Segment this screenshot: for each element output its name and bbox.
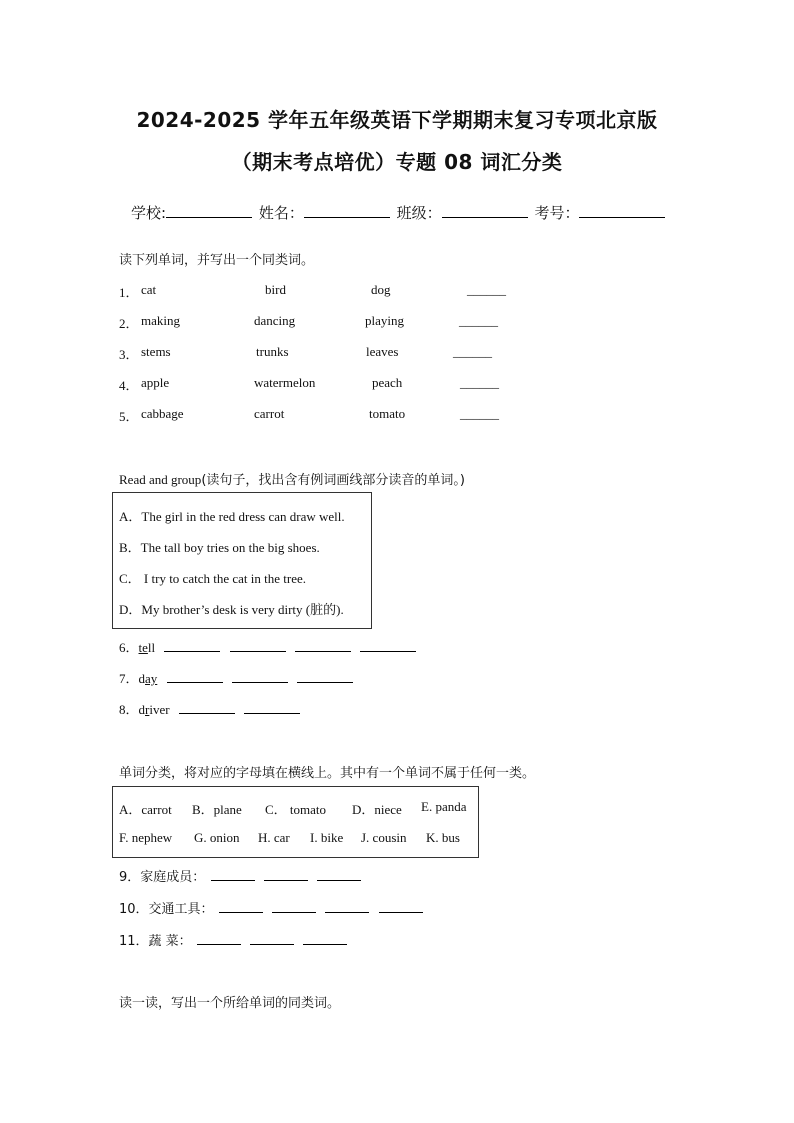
s1-q1-answer-blank[interactable]: ______	[467, 282, 506, 297]
word-bank-j: J. cousin	[361, 830, 407, 845]
s2-q6	[119, 637, 416, 656]
q8-blank-1[interactable]	[179, 701, 235, 714]
q10-label: 10．交通工具：	[119, 902, 214, 917]
exam-number-label: 考号：	[534, 204, 580, 222]
student-info-row	[131, 202, 667, 223]
s2-q8	[119, 699, 300, 718]
word-bank-f: F. nephew	[119, 830, 173, 845]
q8-blank-2[interactable]	[244, 701, 300, 714]
sentence-d: D．My brother’s desk is very dirty (脏的).	[119, 602, 344, 617]
q6-blank-2[interactable]	[230, 639, 286, 652]
exam-number-field[interactable]	[579, 202, 665, 218]
s1-q1-word2: bird	[265, 282, 286, 297]
q6-word-underlined: te	[138, 640, 148, 655]
name-label: 姓名：	[258, 204, 304, 222]
section4-instruction: 读一读，写出一个所给单词的同类词。	[119, 996, 341, 1011]
class-label: 班级：	[396, 204, 442, 222]
school-field[interactable]	[166, 202, 252, 218]
s1-q2-number: 2．	[119, 316, 139, 331]
s1-q5-number: 5．	[119, 409, 139, 424]
title-line-2: （期末考点培优）专题 08 词汇分类	[231, 150, 563, 174]
s1-q3-word3: leaves	[366, 344, 399, 359]
word-bank-k: K. bus	[426, 830, 460, 845]
word-bank-e: E. panda	[421, 799, 467, 814]
s3-q10	[119, 898, 423, 917]
s1-q1-word1: cat	[141, 282, 157, 297]
q9-label: 9．家庭成员：	[119, 870, 206, 885]
section2-instruction-cn: (读句子，找出含有例词画线部分读音的单词。)	[201, 473, 465, 488]
s1-q1-word3: dog	[371, 282, 391, 297]
s1-q2-word1: making	[141, 313, 180, 328]
s1-q5-word1: cabbage	[141, 406, 184, 421]
word-bank-b: B．plane	[192, 802, 242, 817]
s1-q3-word1: stems	[141, 344, 171, 359]
q8-word-pre: d	[138, 702, 146, 717]
s1-q3-number: 3．	[119, 347, 139, 362]
school-label: 学校:	[131, 204, 167, 222]
s1-q4-word3: peach	[372, 375, 403, 390]
s1-q5-word2: carrot	[254, 406, 285, 421]
q7-blank-2[interactable]	[232, 670, 288, 683]
s1-q3-word2: trunks	[256, 344, 289, 359]
q10-blank-2[interactable]	[272, 900, 316, 913]
q11-blank-1[interactable]	[197, 932, 241, 945]
sentence-a: A．The girl in the red dress can draw well.	[119, 509, 345, 524]
q6-word-post: ll	[147, 640, 156, 655]
q11-blank-3[interactable]	[303, 932, 347, 945]
s1-q4-word2: watermelon	[254, 375, 316, 390]
q7-word-pre: d	[138, 671, 146, 686]
word-bank-a: A．carrot	[119, 802, 172, 817]
q7-number: 7．	[119, 671, 139, 686]
q8-number: 8．	[119, 702, 139, 717]
title-line-1: 2024-2025 学年五年级英语下学期期末复习专项北京版	[136, 108, 658, 132]
s1-q4-number: 4．	[119, 378, 139, 393]
s3-q9	[119, 866, 361, 885]
section1-instruction: 读下列单词，并写出一个同类词。	[119, 253, 315, 268]
section2-instruction-en: Read and group	[119, 472, 202, 487]
s2-q7	[119, 668, 353, 687]
s1-q4-word1: apple	[141, 375, 170, 390]
q6-blank-4[interactable]	[360, 639, 416, 652]
q6-number: 6．	[119, 640, 139, 655]
q8-word-post: iver	[149, 702, 170, 717]
q6-blank-1[interactable]	[164, 639, 220, 652]
word-bank-i: I. bike	[310, 830, 344, 845]
q8-word-underlined: r	[145, 702, 150, 717]
s1-q2-word3: playing	[365, 313, 404, 328]
q10-blank-3[interactable]	[325, 900, 369, 913]
q9-blank-2[interactable]	[264, 868, 308, 881]
q7-blank-1[interactable]	[167, 670, 223, 683]
q10-blank-4[interactable]	[379, 900, 423, 913]
word-bank-c: C． tomato	[265, 802, 327, 817]
q11-label: 11．蔬 菜：	[119, 934, 192, 949]
q9-blank-1[interactable]	[211, 868, 255, 881]
sentence-b: B．The tall boy tries on the big shoes.	[119, 540, 320, 555]
s1-q2-answer-blank[interactable]: ______	[459, 313, 498, 328]
section2-instruction	[119, 469, 465, 488]
s1-q2-word2: dancing	[254, 313, 296, 328]
word-bank-box	[112, 786, 479, 858]
q6-blank-3[interactable]	[295, 639, 351, 652]
name-field[interactable]	[304, 202, 390, 218]
section3-instruction: 单词分类，将对应的字母填在横线上。其中有一个单词不属于任何一类。	[119, 766, 536, 781]
s1-q5-word3: tomato	[369, 406, 406, 421]
q10-blank-1[interactable]	[219, 900, 263, 913]
q11-blank-2[interactable]	[250, 932, 294, 945]
sentence-c: C． I try to catch the cat in the tree.	[119, 571, 306, 586]
class-field[interactable]	[442, 202, 528, 218]
s1-q1-number: 1．	[119, 285, 139, 300]
s3-q11	[119, 930, 347, 949]
q9-blank-3[interactable]	[317, 868, 361, 881]
q7-blank-3[interactable]	[297, 670, 353, 683]
s1-q3-answer-blank[interactable]: ______	[453, 344, 492, 359]
s1-q4-answer-blank[interactable]: ______	[460, 375, 499, 390]
word-bank-g: G. onion	[194, 830, 240, 845]
s1-q5-answer-blank[interactable]: ______	[460, 406, 499, 421]
q7-word-underlined: ay	[145, 671, 158, 686]
word-bank-h: H. car	[258, 830, 290, 845]
word-bank-d: D．niece	[352, 802, 402, 817]
